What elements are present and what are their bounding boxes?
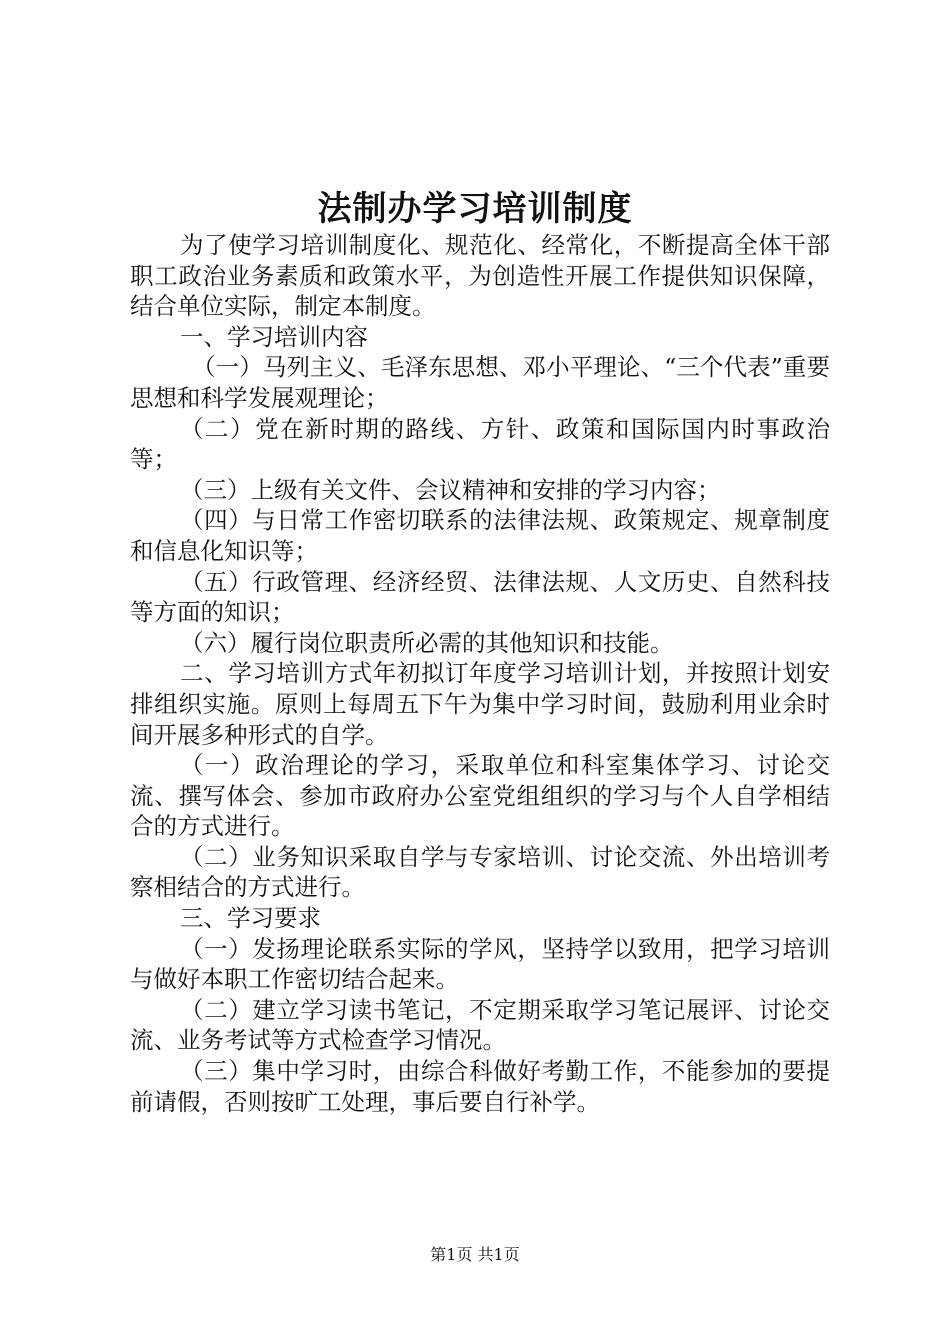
page-footer: 第1页 共1页 [430,1245,520,1264]
paragraph-1-1: （一）马列主义、毛泽东思想、邓小平理论、“三个代表”重要思想和科学发展观理论； [130,353,830,412]
paragraph-2-2: （二）业务知识采取自学与专家培训、讨论交流、外出培训考察相结合的方式进行。 [130,842,830,902]
paragraph-3-3: （三）集中学习时，由综合科做好考勤工作，不能参加的要提前请假，否则按旷工处理，事后要自行补学。 [130,1057,830,1116]
section-heading-3: 三、学习要求 [180,904,321,933]
paragraph-1-5: （五）行政管理、经济经贸、法律法规、人文历史、自然科技等方面的知识； [130,567,830,627]
section-heading-2: 二、学习培训方式年初拟订年度学习培训计划，并按照计划安排组织实施。原则上每周五下午为集中学习时间，鼓励利用业余时间开展多种形式的自学。 [130,659,830,749]
document-body [130,230,830,1117]
paragraph-3-1: （一）发扬理论联系实际的学风，坚持学以致用，把学习培训与做好本职工作密切结合起来。 [130,934,830,994]
paragraph-3-2: （二）建立学习读书笔记，不定期采取学习笔记展评、讨论交流、业务考试等方式检查学习情况。 [130,995,830,1055]
paragraph-1-6: （六）履行岗位职责所必需的其他知识和技能。 [180,628,674,657]
paragraph-1-2: （二）党在新时期的路线、方针、政策和国际国内时事政治等； [130,414,830,474]
paragraph-1-3: （三）上级有关文件、会议精神和安排的学习内容； [180,475,721,504]
paragraph-intro: 为了使学习培训制度化、规范化、经常化，不断提高全体干部职工政治业务素质和政策水平，为创造性开展工作提供知识保障，结合单位实际，制定本制度。 [130,231,830,321]
paragraph-2-1: （一）政治理论的学习，采取单位和科室集体学习、讨论交流、撰写体会、参加市政府办公室党组组织的学习与个人自学相结合的方式进行。 [130,751,830,841]
paragraph-1-4: （四）与日常工作密切联系的法律法规、政策规定、规章制度和信息化知识等； [130,506,830,565]
document-title: 法制办学习培训制度 [317,189,633,229]
section-heading-1: 一、学习培训内容 [180,322,368,351]
